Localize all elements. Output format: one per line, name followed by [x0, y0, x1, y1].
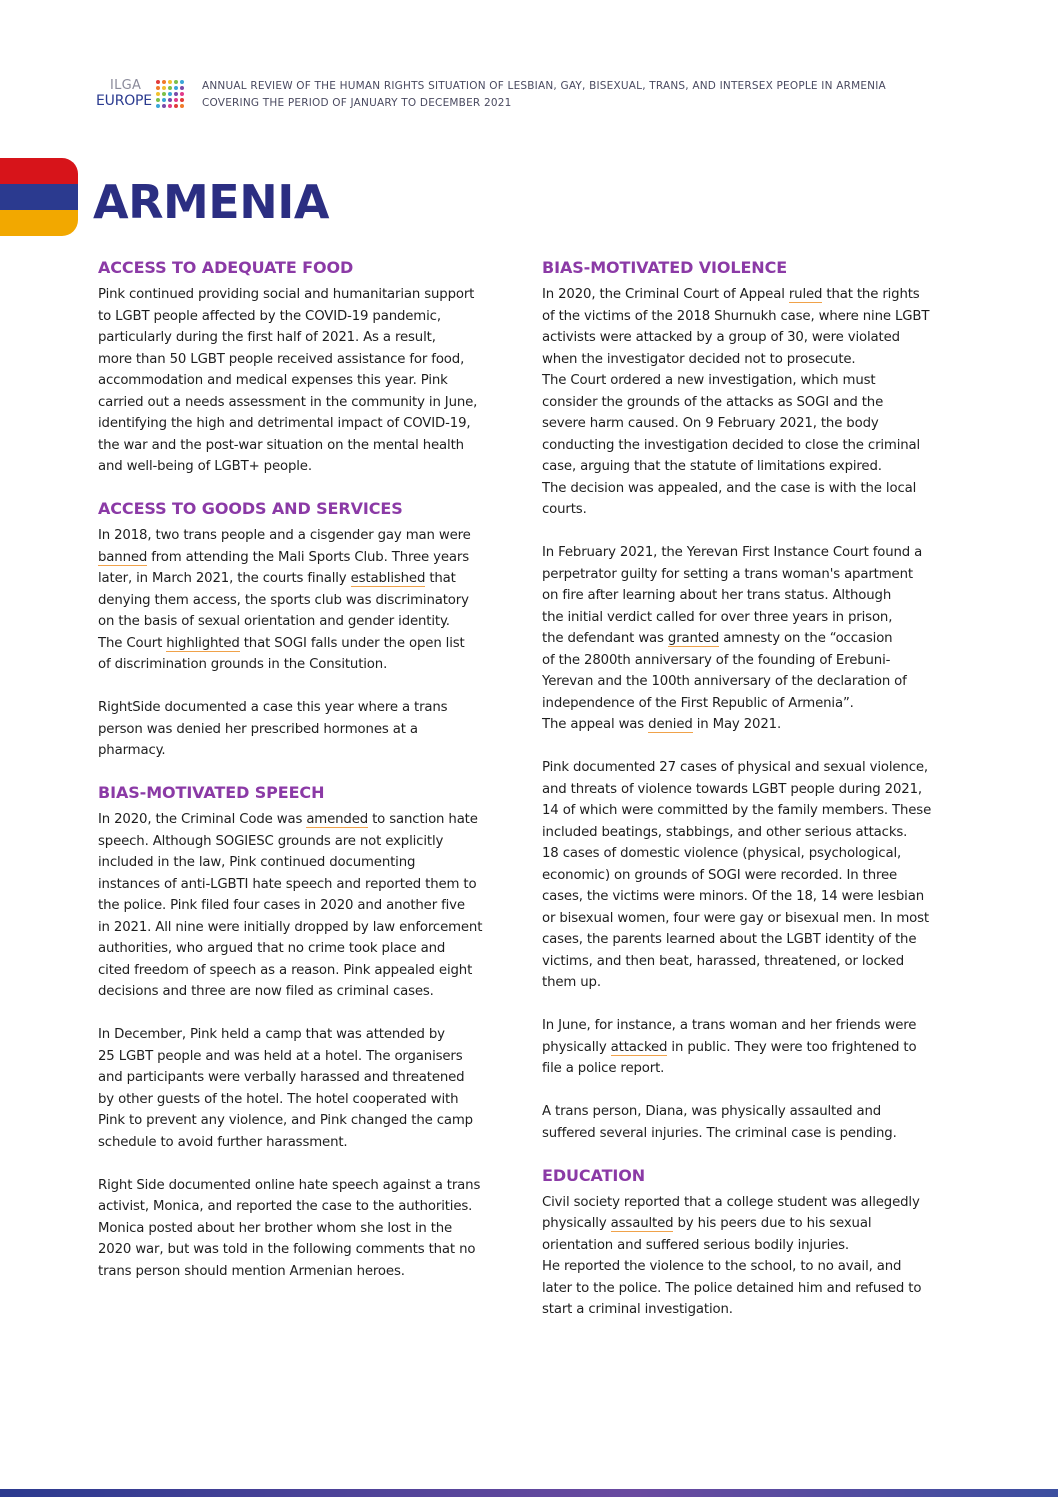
section-bias-violence — [542, 258, 962, 1144]
paragraph: In 2018, two trans people and a cisgender gay man were banned from attending the Mali Sports Club. Three years later, in March 2021, the courts finally established that denying them access, the sports club was discriminatory on the basis of sexual orientation and gender identity. The Court highlighted that SOGI falls under the open list of discrimination grounds in the Consitution. — [98, 528, 471, 672]
section-heading: ACCESS TO GOODS AND SERVICES — [98, 499, 403, 518]
armenia-flag-icon — [0, 158, 78, 236]
link-assaulted[interactable]: assaulted — [610, 1216, 674, 1231]
paragraph: In February 2021, the Yerevan First Instance Court found a perpetrator guilty for setting a trans woman's apartment on fire after learning about her trans status. Although the initial verdict called for over three years in prison, the defendant was granted amnesty on the “occasion of the 2800th anniversary of the founding of Erebuni- Yerevan and the 100th anniversary of the declaration of independence of the First Republic of Armenia”. The appeal was denied in May 2021. — [542, 545, 923, 732]
page-title: ARMENIA — [93, 175, 329, 229]
section-bias-speech — [98, 783, 518, 1282]
logo-text-bottom: EUROPE — [96, 93, 152, 109]
section-education — [542, 1166, 962, 1321]
paragraph: RightSide documented a case this year where a trans person was denied her prescribed hormones at a pharmacy. — [98, 700, 448, 758]
link-granted[interactable]: granted — [667, 631, 720, 646]
link-established[interactable]: established — [350, 571, 426, 586]
flag-stripe-red — [0, 158, 78, 184]
link-ruled[interactable]: ruled — [788, 287, 823, 302]
paragraph: Civil society reported that a college student was allegedly physically assaulted by his peers due to his sexual orientation and suffered serious bodily injuries. He reported the violence to the school, to no avail, and later to the police. The police detained him and refused to start a criminal investigation. — [542, 1194, 922, 1317]
paragraph: Right Side documented online hate speech against a trans activist, Monica, and reported the case to the authorities. Monica posted about her brother whom she lost in the 2020 war, but was told in the following comments that no trans person should mention Armenian heroes. — [98, 1177, 481, 1279]
footer-bar — [0, 1489, 1058, 1497]
paragraph: Pink documented 27 cases of physical and sexual violence, and threats of violence towards LGBT people during 2021, 14 of which were committed by the family members. These included beatings, stabbings, and other serious attacks. 18 cases of domestic violence (physical, psychological, economic) on grounds of SOGI were recorded. In three cases, the victims were minors. Of the 18, 14 were lesbian or bisexual women, four were gay or bisexual men. In most cases, the parents learned about the LGBT identity of the victims, and then beat, harassed, threatened, or locked them up. — [542, 760, 932, 990]
page-header — [96, 74, 1016, 114]
paragraph: Pink continued providing social and humanitarian support to LGBT people affected by the COVID-19 pandemic, particularly during the first half of 2021. As a result, more than 50 LGBT people received assistance for food, accommodation and medical expenses this year. Pink carried out a needs assessment in the community in June, identifying the high and detrimental impact of COVID-19, the war and the post-war situation on the mental health and well-being of LGBT+ people. — [98, 287, 478, 474]
section-heading: BIAS-MOTIVATED SPEECH — [98, 783, 325, 802]
paragraph: A trans person, Diana, was physically assaulted and suffered several injuries. The criminal case is pending. — [542, 1104, 897, 1141]
link-denied[interactable]: denied — [648, 717, 693, 732]
paragraph: In December, Pink held a camp that was attended by 25 LGBT people and was held at a hotel. The organisers and participants were verbally harassed and threatened by other guests of the hotel. The hotel cooperated with Pink to prevent any violence, and Pink changed the camp schedule to avoid further harassment. — [98, 1027, 473, 1150]
link-banned[interactable]: banned — [98, 549, 148, 565]
paragraph: In June, for instance, a trans woman and her friends were physically attacked in public. They were too frightened to file a police report. — [542, 1018, 917, 1076]
link-highlighted[interactable]: highlighted — [166, 635, 240, 651]
logo-text-top: ILGA — [110, 78, 142, 93]
flag-stripe-blue — [0, 184, 78, 210]
report-header-text — [202, 78, 886, 112]
section-heading: ACCESS TO ADEQUATE FOOD — [98, 258, 354, 277]
section-access-to-food — [98, 258, 518, 478]
link-attacked[interactable]: attacked — [610, 1039, 668, 1055]
section-heading: BIAS-MOTIVATED VIOLENCE — [542, 258, 788, 277]
logo-dots-icon — [156, 80, 188, 112]
right-column — [542, 258, 962, 1342]
report-header-line-2: COVERING THE PERIOD OF JANUARY TO DECEMBER 2021 — [202, 97, 512, 109]
link-amended[interactable]: amended — [306, 812, 369, 827]
section-access-to-goods — [98, 499, 518, 762]
section-heading: EDUCATION — [542, 1165, 646, 1185]
report-header-line-1: ANNUAL REVIEW OF THE HUMAN RIGHTS SITUATION OF LESBIAN, GAY, BISEXUAL, TRANS, AND INTERSEX PEOPLE IN ARMENIA — [202, 80, 886, 92]
left-column — [98, 258, 518, 1304]
paragraph: In 2020, the Criminal Court of Appeal ruled that the rights of the victims of the 2018 Shurnukh case, where nine LGBT activists were attacked by a group of 30, were violated when the investigator decided not to prosecute. The Court ordered a new investigation, which must consider the grounds of the attacks as SOGI and the severe harm caused. On 9 February 2021, the body conducting the investigation decided to close the criminal case, arguing that the statute of limitations expired. The decision was appealed, and the case is with the local courts. — [542, 287, 930, 517]
ilga-europe-logo — [96, 76, 192, 112]
paragraph: In 2020, the Criminal Code was amended to sanction hate speech. Although SOGIESC grounds are not explicitly included in the law, Pink continued documenting instances of anti-LGBTI hate speech and reported them to the police. Pink filed four cases in 2020 and another five in 2021. All nine were initially dropped by law enforcement authorities, who argued that no crime took place and cited freedom of speech as a reason. Pink appealed eight decisions and three are now filed as criminal cases. — [98, 812, 483, 999]
flag-stripe-orange — [0, 210, 78, 236]
